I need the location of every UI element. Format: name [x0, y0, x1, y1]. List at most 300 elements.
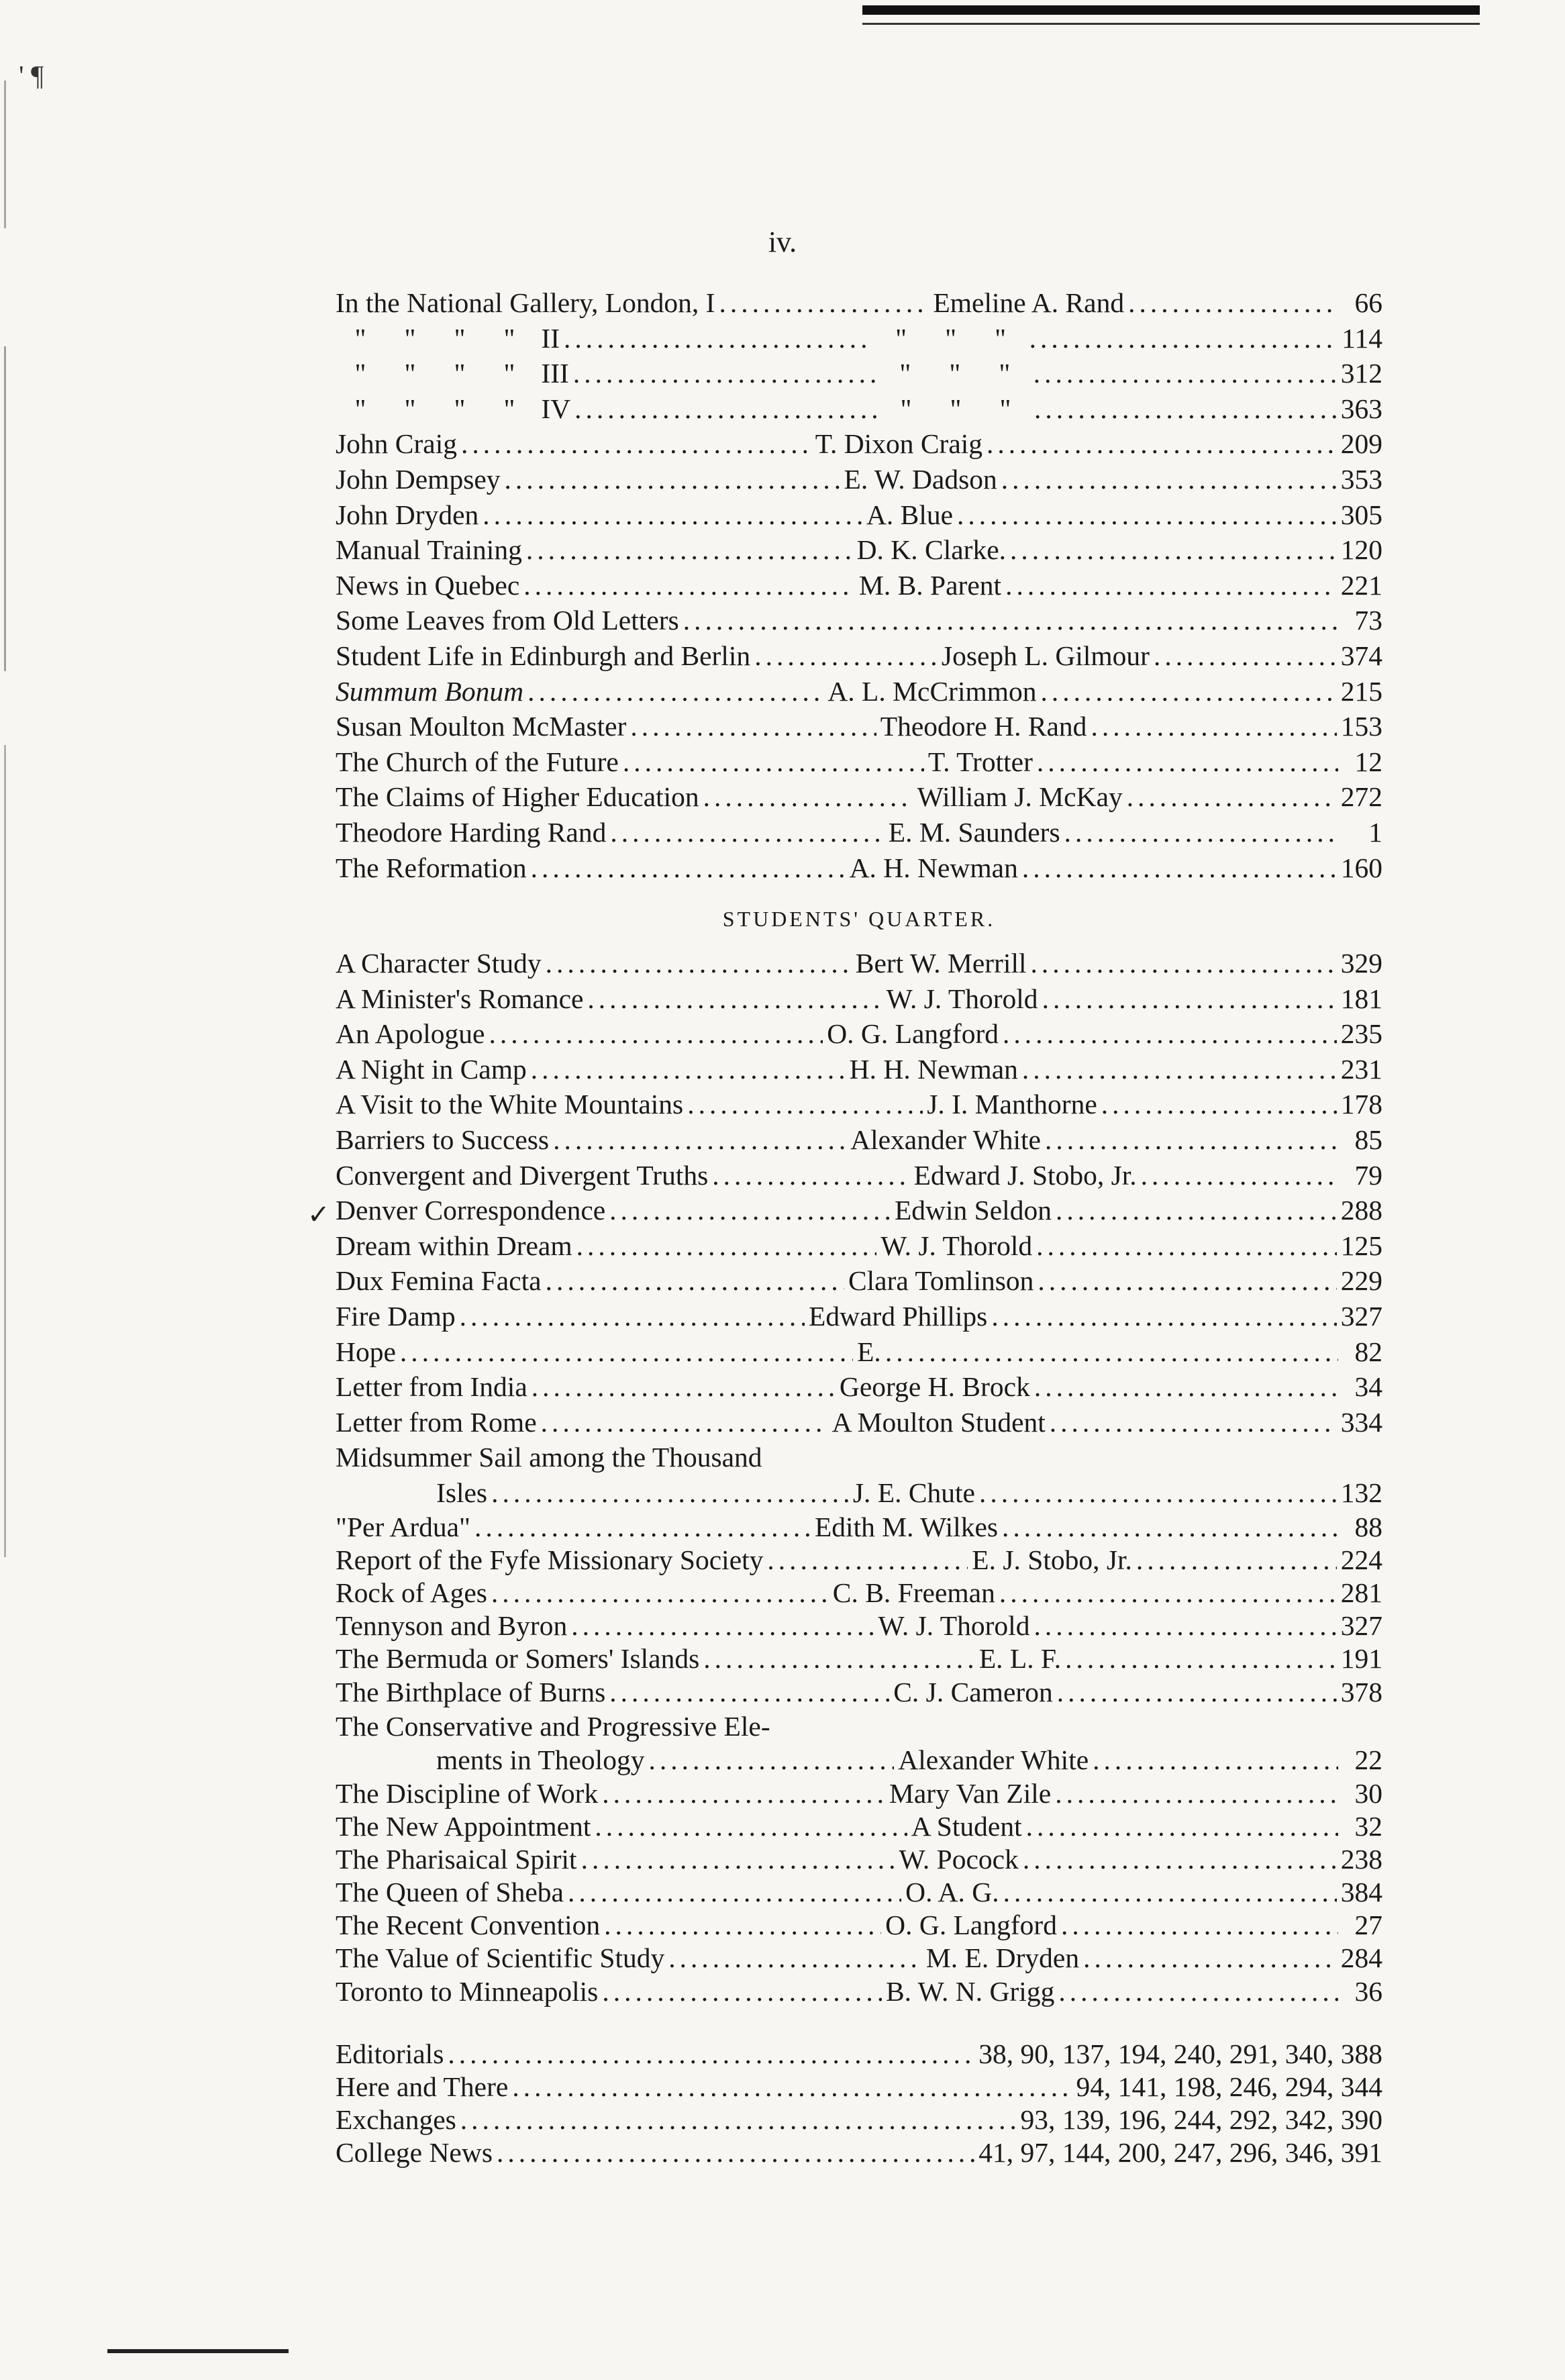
leader-dots — [460, 2103, 1017, 2136]
list-item — [336, 426, 1382, 462]
list-item — [336, 1263, 1382, 1299]
entry-page: 209 — [1340, 428, 1382, 460]
ditto-mark: " — [949, 358, 961, 389]
entry-author-ditto — [881, 391, 1030, 427]
leader-dots — [574, 391, 877, 427]
table-of-contents — [336, 285, 1382, 2170]
entry-page: 215 — [1340, 675, 1382, 707]
list-item — [336, 1369, 1382, 1405]
list-item — [336, 1334, 1382, 1370]
students-quarter-list — [336, 946, 1382, 2008]
leader-dots — [1033, 356, 1337, 391]
leader-dots — [581, 1843, 895, 1876]
leader-dots — [1003, 1876, 1337, 1909]
leader-dots — [483, 497, 862, 533]
leader-dots — [1065, 1642, 1337, 1675]
leader-dots — [1042, 981, 1337, 1017]
entry-title: Report of the Fyfe Missionary Society — [336, 1544, 764, 1575]
entry-author: Emeline A. Rand — [933, 287, 1125, 318]
entry-title: ments in Theology — [436, 1744, 645, 1776]
leader-dots — [531, 1052, 846, 1087]
leader-dots — [609, 1676, 889, 1709]
leader-dots — [1022, 1052, 1337, 1087]
ditto-mark: " — [999, 358, 1011, 389]
entry-page: 82 — [1354, 1336, 1382, 1367]
leader-dots — [610, 815, 884, 850]
leader-dots — [1154, 638, 1337, 674]
entry-author: Alexander White — [850, 1124, 1041, 1156]
leader-dots — [568, 1876, 901, 1909]
entry-page: 374 — [1340, 640, 1382, 671]
leader-dots — [1029, 321, 1338, 356]
entry-page: 12 — [1354, 746, 1382, 777]
leader-dots — [1101, 1087, 1337, 1122]
entry-page: 353 — [1340, 463, 1382, 495]
list-item — [336, 1087, 1382, 1122]
leader-dots — [1026, 1810, 1338, 1843]
leader-dots — [604, 1909, 881, 1942]
leader-dots — [1010, 532, 1337, 568]
leader-dots — [1031, 946, 1337, 981]
leader-dots — [1003, 1016, 1337, 1052]
entry-title: College News — [336, 2137, 493, 2169]
entry-author: W. J. Thorold — [886, 983, 1038, 1014]
entry-title: John Dempsey — [336, 463, 501, 495]
entry-author: Edward J. Stobo, Jr. — [913, 1159, 1137, 1191]
entry-page: 30 — [1354, 1777, 1382, 1809]
entry-author: O. G. Langford — [885, 1910, 1057, 1941]
leader-dots — [1136, 1544, 1337, 1577]
list-item — [336, 391, 1382, 427]
leader-dots — [526, 532, 853, 568]
leader-dots — [1127, 779, 1337, 815]
entry-title: The Claims of Higher Education — [336, 781, 699, 813]
entry-page: 312 — [1340, 358, 1382, 389]
leader-dots — [1058, 1975, 1338, 2008]
entry-page: 305 — [1340, 499, 1382, 530]
entry-title: Editorials — [336, 2038, 444, 2069]
corner-mark: ' ¶ — [19, 61, 44, 92]
entry-author: A. Blue — [866, 499, 954, 530]
entry-author: E. L. F. — [978, 1643, 1062, 1675]
ditto-mark: " — [895, 322, 907, 354]
leader-dots — [1041, 674, 1337, 709]
list-item — [336, 1777, 1382, 1810]
entry-author: C. J. Cameron — [893, 1676, 1053, 1707]
leader-dots — [1061, 1909, 1338, 1942]
ditto-mark: " — [404, 322, 416, 354]
page-folio: iv. — [768, 226, 797, 258]
list-item — [336, 1158, 1382, 1193]
entry-title: A Character Study — [336, 948, 542, 979]
leader-dots — [491, 1577, 829, 1609]
ditto-mark: " — [503, 358, 515, 389]
list-item — [336, 1609, 1382, 1642]
entry-author: A Student — [911, 1810, 1022, 1842]
entry-page: 327 — [1340, 1301, 1382, 1332]
list-item — [336, 1016, 1382, 1052]
entry-title: The Conservative and Progressive Ele- — [336, 1710, 770, 1742]
entry-title: Denver Correspondence — [336, 1195, 606, 1226]
entry-title: " " " " II — [336, 321, 560, 356]
entry-page: 85 — [1354, 1124, 1382, 1156]
entry-title: " " " " IV — [336, 391, 570, 427]
leader-dots — [609, 1193, 891, 1228]
entry-title: "Per Ardua" — [336, 1511, 470, 1542]
entry-page: 32 — [1354, 1810, 1382, 1842]
entry-author: A. L. McCrimmon — [827, 675, 1037, 707]
entry-page: 284 — [1340, 1942, 1382, 1974]
list-gap — [336, 2008, 1382, 2038]
ditto-mark: " — [950, 393, 962, 424]
entry-author: E. J. Stobo, Jr. — [972, 1544, 1132, 1575]
list-item — [336, 1052, 1382, 1087]
leader-dots — [448, 2038, 974, 2071]
entry-author: T. Trotter — [927, 746, 1033, 777]
entry-title: Isles — [436, 1477, 488, 1508]
leader-dots — [648, 1744, 894, 1777]
leader-dots — [885, 1334, 1338, 1370]
entry-page: 120 — [1340, 534, 1382, 566]
top-rule — [862, 5, 1480, 15]
list-item — [336, 1744, 1382, 1777]
list-item — [336, 1810, 1382, 1843]
entry-page: 22 — [1354, 1744, 1382, 1776]
entry-title: In the National Gallery, London, I — [336, 287, 715, 318]
entry-page: 34 — [1354, 1371, 1382, 1403]
entry-page: 288 — [1340, 1195, 1382, 1226]
leader-dots — [1128, 285, 1338, 321]
ditto-mark: " — [354, 358, 366, 389]
leader-dots — [1005, 568, 1337, 603]
list-item — [336, 1544, 1382, 1577]
leader-dots — [602, 1777, 885, 1810]
leader-dots — [1037, 744, 1338, 780]
entry-page: 181 — [1340, 983, 1382, 1014]
list-item — [336, 603, 1382, 638]
ditto-mark: " — [354, 322, 366, 354]
leader-dots — [546, 946, 852, 981]
entry-title: The Birthplace of Burns — [336, 1676, 606, 1707]
list-item — [336, 779, 1382, 815]
entry-title: Letter from Rome — [336, 1406, 537, 1438]
list-item — [336, 1577, 1382, 1609]
leader-dots — [595, 1810, 907, 1843]
leader-dots — [546, 1263, 844, 1299]
entry-page: 363 — [1340, 393, 1382, 424]
leader-dots — [668, 1942, 922, 1975]
list-item — [336, 1975, 1382, 2008]
leader-dots — [1023, 1843, 1337, 1876]
entry-page: 221 — [1340, 569, 1382, 601]
entry-title: Here and There — [336, 2071, 509, 2102]
leader-dots — [461, 426, 811, 462]
entry-author: E. W. Dadson — [844, 463, 997, 495]
section-heading: STUDENTS' QUARTER. — [722, 907, 996, 932]
entry-page: 153 — [1340, 711, 1382, 742]
list-item — [336, 1193, 1382, 1228]
list-item — [336, 356, 1382, 391]
entry-title: Letter from India — [336, 1371, 527, 1403]
leader-dots — [491, 1475, 849, 1511]
leader-dots — [1034, 391, 1337, 427]
departments-list — [336, 2038, 1382, 2170]
ditto-mark: " — [900, 393, 912, 424]
entry-title: The New Appointment — [336, 1810, 591, 1842]
ditto-marks — [336, 393, 534, 424]
list-item — [336, 1299, 1382, 1334]
list-item — [336, 1876, 1382, 1909]
entry-title: A Visit to the White Mountains — [336, 1089, 684, 1120]
entry-title: A Minister's Romance — [336, 983, 584, 1014]
entry-title: Fire Damp — [336, 1301, 456, 1332]
entry-page: 160 — [1340, 852, 1382, 883]
leader-dots — [400, 1334, 853, 1370]
entry-title: The Value of Scientific Study — [336, 1942, 665, 1974]
entry-author: Edward Phillips — [809, 1301, 988, 1332]
entry-title: Susan Moulton McMaster — [336, 711, 627, 742]
entry-author: Edwin Seldon — [894, 1195, 1052, 1226]
entry-page: 272 — [1340, 781, 1382, 813]
leader-dots — [1001, 462, 1337, 497]
leader-dots — [623, 744, 924, 780]
leader-dots — [573, 356, 876, 391]
entry-author: J. I. Manthorne — [927, 1089, 1097, 1120]
list-item — [336, 744, 1382, 780]
entry-title: " " " " III — [336, 356, 569, 391]
entry-author: E. — [857, 1336, 881, 1367]
leader-dots — [1036, 1228, 1337, 1264]
ditto-mark: " — [995, 322, 1007, 354]
entry-page: 132 — [1340, 1477, 1382, 1508]
list-item-continued — [336, 1440, 1382, 1475]
leader-dots — [527, 674, 823, 709]
leader-dots — [553, 1122, 846, 1158]
bottom-rule — [107, 2349, 289, 2353]
leader-dots — [497, 2136, 974, 2169]
entry-title: The Discipline of Work — [336, 1777, 599, 1809]
list-item — [336, 674, 1382, 709]
entry-title: Dux Femina Facta — [336, 1265, 542, 1297]
leader-dots — [712, 1158, 909, 1193]
leader-dots — [630, 709, 876, 744]
list-item — [336, 321, 1382, 356]
list-item — [336, 1843, 1382, 1876]
entry-title: Convergent and Divergent Truths — [336, 1159, 709, 1191]
leader-dots — [1057, 1676, 1337, 1709]
list-item — [336, 1228, 1382, 1264]
ditto-mark: " — [404, 358, 416, 389]
entry-title: A Night in Camp — [336, 1053, 527, 1085]
entry-title: Student Life in Edinburgh and Berlin — [336, 640, 751, 671]
entry-title: Some Leaves from Old Letters — [336, 605, 679, 636]
list-item — [336, 946, 1382, 981]
leader-dots — [987, 426, 1337, 462]
ditto-mark: " — [503, 322, 515, 354]
leader-dots — [512, 2071, 1072, 2103]
leader-dots — [703, 779, 913, 815]
entry-title: Theodore Harding Rand — [336, 816, 607, 848]
entry-title: John Dryden — [336, 499, 479, 530]
entry-pages: 93, 139, 196, 244, 292, 342, 390 — [1020, 2104, 1382, 2136]
entry-title: The Bermuda or Somers' Islands — [336, 1643, 700, 1675]
list-item — [336, 2071, 1382, 2103]
entry-title: Exchanges — [336, 2104, 456, 2136]
leader-dots — [999, 1577, 1337, 1609]
entry-page: 88 — [1354, 1511, 1382, 1542]
list-item — [336, 815, 1382, 850]
leader-dots — [1038, 1263, 1336, 1299]
leader-dots — [564, 321, 872, 356]
entry-author: Alexander White — [898, 1744, 1089, 1776]
ditto-mark: " — [454, 393, 466, 424]
leader-dots — [979, 1475, 1337, 1511]
entry-title: Manual Training — [336, 534, 522, 566]
list-item — [336, 709, 1382, 744]
list-item — [336, 462, 1382, 497]
leader-dots — [1056, 1193, 1337, 1228]
entry-page: 178 — [1340, 1089, 1382, 1120]
leader-dots — [1045, 1122, 1338, 1158]
ditto-marks — [336, 358, 534, 389]
leader-dots — [1083, 1942, 1337, 1975]
list-item — [336, 497, 1382, 533]
ditto-mark: " — [454, 322, 466, 354]
entry-author: J. E. Chute — [852, 1477, 975, 1508]
list-item — [336, 1942, 1382, 1975]
leader-dots — [991, 1299, 1336, 1334]
entry-author: D. K. Clarke. — [856, 534, 1007, 566]
entry-pages: 38, 90, 137, 194, 240, 291, 340, 388 — [978, 2038, 1382, 2069]
list-item — [336, 981, 1382, 1017]
list-item — [336, 1676, 1382, 1709]
leader-dots — [531, 850, 846, 886]
entry-author: B. W. N. Grigg — [885, 1975, 1055, 2007]
ditto-mark: " — [999, 393, 1011, 424]
entry-title: The Recent Convention — [336, 1910, 601, 1941]
list-item — [336, 2038, 1382, 2071]
leader-dots — [754, 638, 938, 674]
leader-dots — [687, 1087, 923, 1122]
leader-dots — [571, 1609, 874, 1642]
entry-author: George H. Brock — [839, 1371, 1030, 1403]
entry-author: William J. McKay — [917, 781, 1123, 813]
leader-dots — [1034, 1369, 1338, 1405]
leader-dots — [1033, 1609, 1336, 1642]
entry-author-ditto — [876, 321, 1025, 356]
entry-title: The Pharisaical Spirit — [336, 1843, 577, 1875]
entry-page: 73 — [1354, 605, 1382, 636]
entry-title: Dream within Dream — [336, 1230, 572, 1261]
list-item — [336, 1475, 1382, 1511]
entry-title: Summum Bonum — [336, 675, 524, 707]
list-item — [336, 1909, 1382, 1942]
entry-author: A. H. Newman — [849, 852, 1018, 883]
ditto-mark: " — [404, 393, 416, 424]
entry-author: Mary Van Zile — [889, 1777, 1052, 1809]
entry-page: 1 — [1368, 816, 1382, 848]
entry-author: Joseph L. Gilmour — [941, 640, 1150, 671]
leader-dots — [767, 1544, 968, 1577]
entry-page: 229 — [1340, 1265, 1382, 1297]
leader-dots — [532, 1369, 836, 1405]
entry-author: W. J. Thorold — [878, 1610, 1030, 1642]
entry-page: 36 — [1354, 1975, 1382, 2007]
ditto-mark: " — [945, 322, 957, 354]
entry-title: Barriers to Success — [336, 1124, 550, 1156]
entry-title: An Apologue — [336, 1018, 485, 1050]
entry-author: A Moulton Student — [831, 1406, 1046, 1438]
top-rule-thin — [862, 23, 1480, 25]
entry-title: Midsummer Sail among the Thousand — [336, 1442, 762, 1473]
entry-pages: 41, 97, 144, 200, 247, 296, 346, 391 — [978, 2137, 1382, 2169]
ditto-mark: " — [454, 358, 466, 389]
entry-page: 27 — [1354, 1910, 1382, 1941]
leader-dots — [541, 1405, 828, 1440]
leader-dots — [703, 1642, 975, 1675]
entry-page: 114 — [1342, 322, 1382, 354]
entry-page: 224 — [1340, 1544, 1382, 1575]
entry-page: 384 — [1340, 1877, 1382, 1908]
entry-author: Bert W. Merrill — [855, 948, 1027, 979]
margin-check-mark: ✓ — [307, 1199, 330, 1230]
entry-author: M. E. Dryden — [925, 1942, 1080, 1974]
entry-page: 334 — [1340, 1406, 1382, 1438]
leader-dots — [474, 1511, 811, 1544]
entry-title: The Queen of Sheba — [336, 1877, 564, 1908]
leader-dots — [505, 462, 840, 497]
entry-page: 79 — [1354, 1159, 1382, 1191]
leader-dots — [1022, 850, 1337, 886]
ditto-marks — [336, 323, 534, 354]
entry-page: 235 — [1340, 1018, 1382, 1050]
entry-page: 125 — [1340, 1230, 1382, 1261]
leader-dots — [460, 1299, 805, 1334]
leader-dots — [489, 1016, 823, 1052]
list-item — [336, 532, 1382, 568]
entry-page: 238 — [1340, 1843, 1382, 1875]
entry-author-ditto — [880, 356, 1029, 391]
entry-title: Hope — [336, 1336, 396, 1367]
entry-page: 327 — [1340, 1610, 1382, 1642]
ditto-mark: " — [899, 358, 911, 389]
entry-page: 66 — [1354, 287, 1382, 318]
entry-page: 231 — [1340, 1053, 1382, 1085]
leader-dots — [576, 1228, 877, 1264]
entry-author: O. G. Langford — [827, 1018, 999, 1050]
entry-page: 191 — [1340, 1643, 1382, 1675]
leader-dots — [1002, 1511, 1338, 1544]
entry-author: Theodore H. Rand — [880, 711, 1087, 742]
entry-author: Edith M. Wilkes — [814, 1511, 999, 1542]
leader-dots — [1093, 1744, 1338, 1777]
leader-dots — [957, 497, 1337, 533]
page-edge-mark — [4, 81, 6, 1557]
list-item — [336, 850, 1382, 886]
entry-author: W. J. Thorold — [880, 1230, 1033, 1261]
leader-dots — [1141, 1158, 1338, 1193]
leader-dots — [1050, 1405, 1337, 1440]
entry-title: News in Quebec — [336, 569, 520, 601]
list-item — [336, 1122, 1382, 1158]
entry-pages: 94, 141, 198, 246, 294, 344 — [1076, 2071, 1382, 2102]
entry-author: T. Dixon Craig — [815, 428, 983, 460]
entry-page: 329 — [1340, 948, 1382, 979]
entry-page: 378 — [1340, 1676, 1382, 1707]
list-item — [336, 1642, 1382, 1675]
entry-title: John Craig — [336, 428, 457, 460]
list-item — [336, 2103, 1382, 2136]
